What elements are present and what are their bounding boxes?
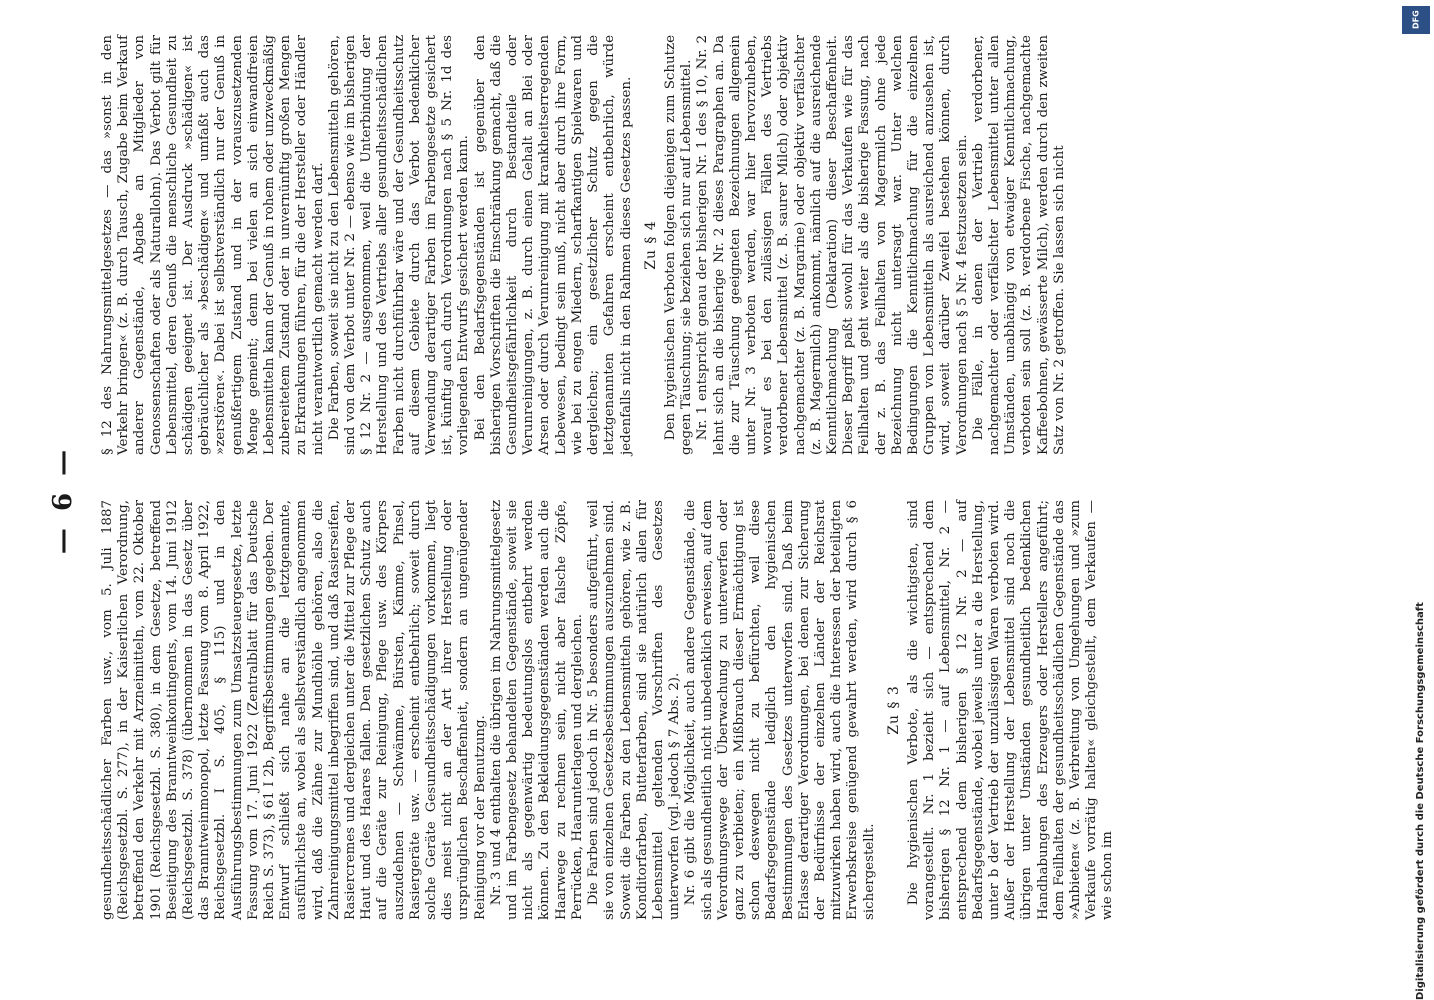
section-heading: Zu § 3 bbox=[885, 685, 902, 735]
left-column bbox=[100, 500, 1117, 920]
funding-credit: Digitalisierung gefördert durch die Deutsche Forschungsgemeinschaft bbox=[1415, 602, 1426, 1000]
section-heading: Zu § 4 bbox=[642, 220, 659, 270]
paragraph: Die hygienischen Verbote, als die wichtigsten, sind vorangestellt. Nr. 1 bezieht sich — entsprechend dem bisherigen § 12 Nr. 1 — auf Lebensmittel, Nr. 2 — entsprechend dem bisherigen § 12 Nr. 2 — auf Bedarfsgegenstände, wobei jeweils unter a die Herstellung, unter b der Vertrieb der unzulässigen Waren verboten wird. Außer der Herstellung der Lebensmittel sind noch die übrigen unter Umständen gesundheitlich bedenklichen Handhabungen des Erzeugers oder Herstellers angeführt; dem Feilhalten der gesundheitsschädlichen Gegenstände das »Anbieten« (z. B. Verbreitung von Umgehungen und »zum Verkaufe vorrätig halten« gleichgestellt, dem Verkaufen — wie schon im bbox=[905, 500, 1116, 920]
paragraph: Den hygienischen Verboten folgen diejenigen zum Schutze gegen Täuschung; sie beziehen sich nur auf Lebensmittel. bbox=[662, 35, 695, 455]
paragraph: Die Farben sind jedoch in Nr. 5 besonders aufgeführt, weil sie von einzelnen Gesetzesbestimmungen auszunehmen sind. Soweit die Farben zu den Lebensmitteln gehören, wie z. B. Konditorfarben, Butterfarben, sind sie natürlich allen für Lebensmittel geltenden Vorschriften des Gesetzes unterworfen (vgl. jedoch § 7 Abs. 2). bbox=[586, 500, 683, 920]
page-number: — 6 — bbox=[48, 445, 78, 555]
paragraph: gesundheitsschädlicher Farben usw., vom 5. Juli 1887 (Reichsgesetzbl. S. 277), in der Kaiserlichen Verordnung, betreffend den Verkehr mit Arzneimitteln, vom 22. Oktober 1901 (Reichsgesetzbl. S. 380), in dem Gesetze, betreffend Beseitigung des Branntweinkontingents, vom 14. Juni 1912 (Reichsgesetzbl. S. 378) (übernommen in das Gesetz über das Branntweinmonopol, letzte Fassung vom 8. April 1922, Reichsgesetzbl. I S. 405, § 115) und in den Ausführungsbestimmungen zum Umsatzsteuergesetze, letzte Fassung vom 17. Juni 1922 (Zentralblatt für das Deutsche Reich S. 373), § 61 I 2b, Begriffsbestimmungen gegeben. Der Entwurf schließt sich nahe an die letztgenannte, ausführlichste an, wobei als selbstverständlich angenommen wird, daß die Zähne zur Mundhöhle gehören, also die Zahnreinigungsmittel inbegriffen sind, und daß Rasierseifen, Rasiercremes und dergleichen unter die Mittel zur Pflege der Haut und des Haares fallen. Den gesetzlichen Schutz auch auf die Geräte zur Reinigung, Pflege usw. des Körpers auszudehnen — Schwämme, Bürsten, Kämme, Pinsel, Rasiergeräte usw. — erscheint entbehrlich; soweit durch solche Geräte Gesundheitsschädigungen vorkommen, liegt dies meist nicht an der Art ihrer Herstellung oder ursprünglichen Beschaffenheit, sondern an ungenügender Reinigung vor der Benutzung. bbox=[100, 500, 488, 920]
dfg-logo: DFG bbox=[1402, 6, 1430, 34]
paragraph: § 12 des Nahrungsmittelgesetzes — das »sonst in den Verkehr bringen« (z. B. durch Tausch, Zugabe beim Verkauf anderer Gegenstände, Abgabe an Mitglieder von Genossenschaften oder als Naturallohn). Das Verbot gilt für Lebensmittel, deren Genuß die menschliche Gesundheit zu schädigen geeignet ist. Der Ausdruck »schädigen« ist gebräuchlicher als »beschädigen« und umfaßt auch das »zerstören«. Dabei ist selbstverständlich nur der Genuß in genußfertigem Zustand und in der vorauszusetzenden Menge gemeint; denn bei vielen an sich einwandfreien Lebensmitteln kann der Genuß in rohem oder unzweckmäßig zubereitetem Zustand oder in unvernünftig großen Mengen zu Erkrankungen führen, für die der Hersteller oder Händler nicht verantwortlich gemacht werden darf. bbox=[100, 35, 326, 455]
paragraph: Die Fälle, in denen der Vertrieb verdorbener, nachgemachter oder verfälschter Lebensmittel unter allen Umständen, unabhängig von etwaiger Kenntlichmachung, verboten sein soll (z. B. verdorbene Fische, nachgemachte Kaffeebohnen, gewässerte Milch), werden durch den zweiten Satz von Nr. 2 getroffen. Sie lassen sich nicht bbox=[970, 35, 1067, 455]
paragraph: Nr. 1 entspricht genau der bisherigen Nr. 1 des § 10, Nr. 2 lehnt sich an die bisherige Nr. 2 dieses Paragraphen an. Da die zur Täuschung geeigneten Bezeichnungen allgemein unter Nr. 3 verboten werden, war hier hervorzuheben, worauf es bei den zulässigen Fällen des Vertriebs verdorbener Lebensmittel (z. B. saurer Milch) oder objektiv nachgemachter (z. B. Margarine) oder objektiv verfälschter (z. B. Magermilch) ankommt, nämlich auf die ausreichende Kenntlichmachung (Deklaration) dieser Beschaffenheit. Dieser Begriff paßt sowohl für das Verkaufen wie für das Feilhalten und geht weiter als die bisherige Fassung, nach der z. B. das Feilhalten von Magermilch ohne jede Bezeichnung nicht untersagt war. Unter welchen Bedingungen die Kenntlichmachung für die einzelnen Gruppen von Lebensmitteln als ausreichend anzusehen ist, wird, soweit darüber Zweifel bestehen können, durch Verordnungen nach § 5 Nr. 4 festzusetzen sein. bbox=[695, 35, 970, 455]
paragraph: Nr. 6 gibt die Möglichkeit, auch andere Gegenstände, die sich als gesundheitlich nicht unbedenklich erweisen, auf dem Verordnungswege der Überwachung zu unterwerfen oder ganz zu verbieten; ein Mißbrauch dieser Ermächtigung ist schon deswegen nicht zu befürchten, weil diese Bedarfsgegenstände lediglich den hygienischen Bestimmungen des Gesetzes unterworfen sind. Daß beim Erlasse derartiger Verordnungen, bei denen zur Sicherung der Bedürfnisse der einzelnen Länder der Reichsrat mitzuwirken haben wird, auch die Interessen der beteiligten Erwerbskreise genügend gewahrt werden, wird durch § 6 sichergestellt. bbox=[683, 500, 877, 920]
digitization-sidebar bbox=[1400, 0, 1434, 1000]
paragraph: Nr. 3 und 4 enthalten die übrigen im Nahrungsmittelgesetz und im Farbengesetz behandelten Gegenstände, soweit sie nicht als gegenwärtig bedeutungslos entbehrt werden können. Zu den Bekleidungsgegenständen werden auch die Haarwege zu rechnen sein, nicht aber falsche Zöpfe, Perrücken, Haarunterlagen und dergleichen. bbox=[488, 500, 585, 920]
right-column bbox=[100, 35, 1068, 455]
paragraph: Bei den Bedarfsgegenständen ist gegenüber den bisherigen Vorschriften die Einschränkung gemacht, daß die Gesundheitsgefährlichkeit durch Bestandteile oder Verunreinigungen, z. B. durch einen Gehalt an Blei oder Arsen oder durch Verunreinigung mit krankheitserregenden Lebewesen, bedingt sein muß, nicht aber durch ihre Form, wie bei zu engen Miedern, scharfkantigen Spielwaren und dergleichen; ein gesetzlicher Schutz gegen die letztgenannten Gefahren erscheint entbehrlich, würde jedenfalls nicht in den Rahmen dieses Gesetzes passen. bbox=[472, 35, 634, 455]
paragraph: Die Farben, soweit sie nicht zu den Lebensmitteln gehören, sind von dem Verbot unter Nr. 2 — ebenso wie im bisherigen § 12 Nr. 2 — ausgenommen, weil die Unterbindung der Herstellung und des Vertriebs aller gesundheitsschädlichen Farben nicht durchführbar wäre und der Gesundheitsschutz auf diesem Gebiete durch das Verbot bedenklicher Verwendung derartiger Farben im Farbengesetze gesichert ist, künftig auch durch Verordnungen nach § 5 Nr. 1d des vorliegenden Entwurfs gesichert werden kann. bbox=[326, 35, 472, 455]
